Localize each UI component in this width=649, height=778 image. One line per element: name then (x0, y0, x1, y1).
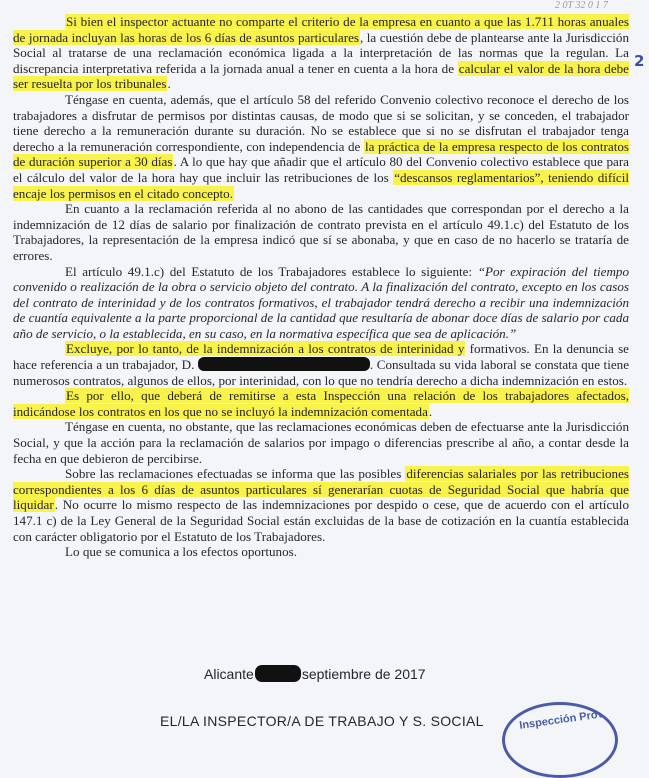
paragraph (13, 14, 629, 92)
date-city: Alicante (204, 666, 254, 682)
paragraph (13, 544, 629, 560)
document-body (13, 14, 629, 560)
paragraph-text: . (428, 403, 433, 419)
paragraph (13, 201, 629, 263)
handwritten-margin-mark: 2 (634, 52, 645, 70)
highlighted-text: diferencias salariales por las retribuciones correspondientes a los 6 días de asuntos particulares sí generarían cuotas de Seguridad Social que habría que liquidar (13, 466, 629, 513)
redaction-date (255, 665, 301, 682)
paragraph (13, 466, 629, 544)
paragraph-text: Lo que se comunica a los efectos oportunos. (65, 544, 297, 560)
paragraph (13, 264, 629, 342)
date-line (204, 665, 426, 682)
paragraph (13, 388, 629, 419)
top-scrap-text: 2 0T 32 0 1 7 (555, 0, 608, 11)
paragraph-text: . (167, 76, 171, 92)
official-stamp (502, 702, 618, 778)
highlighted-text: Excluye, por lo tanto, de la indemnización a los contratos de interinidad y (66, 341, 465, 357)
paragraph-text: Sobre las reclamaciones efectuadas se informa que las posibles (65, 466, 406, 482)
stamp-text: Inspección Prov (518, 708, 605, 732)
date-month-year: septiembre de 2017 (301, 666, 426, 682)
signature-title: EL/LA INSPECTOR/A DE TRABAJO Y S. SOCIAL (160, 713, 484, 729)
highlighted-text: la práctica de la empresa respecto de los contratos de duración superior a 30 días (13, 138, 629, 170)
paragraph-text: . No ocurre lo mismo respecto de las indemnizaciones por despido o cese, que de acuerdo con el artículo 147.1 c) de la Ley General de la Seguridad Social están excluidas de la base de cotización en la cuantía establecida con carácter obligatorio por el Estatuto de los Trabajadores. (13, 497, 629, 544)
paragraph-text: El artículo 49.1.c) del Estatuto de los Trabajadores establece lo siguiente: (65, 263, 478, 279)
highlighted-text: Es por ello, que deberá de remitirse a esta Inspección una relación de los trabajadores afectados, indicándose los contratos en los que no se incluyó la indemnización comentada (13, 388, 629, 419)
paragraph-text: . A lo que hay que añadir que el artículo 80 del Convenio colectivo establece que para el cálculo del valor de la hora hay que incluir las retribuciones de los (13, 154, 629, 185)
paragraph (13, 341, 629, 388)
paragraph (13, 92, 629, 201)
highlighted-text: calcular el valor de la hora debe ser resuelta por los tribunales (13, 60, 629, 92)
paragraph-text: Téngase en cuenta, no obstante, que las reclamaciones económicas deben de efectuarse ante la Jurisdicción Social, y que la acción para la reclamación de salarios por impago o diferencias prescribe al año, a contar desde la fecha en que debieron de percibirse. (13, 419, 629, 466)
paragraph-text: En cuanto a la reclamación referida al no abono de las cantidades que correspondan por el derecho a la indemnización de 12 días de salario por finalización de contrato prevista en el artículo 49.1.c) del Estatuto de los Trabajadores, la representación de la empresa indicó que sí se abonaba, y que en caso de no hacerlo se trataría de errores. (13, 201, 629, 263)
paragraph (13, 419, 629, 466)
redaction-name (198, 357, 370, 371)
paragraph-text: Téngase en cuenta, además, que el artículo 58 del referido Convenio colectivo reconoce el derecho de los trabajadores a disfrutar de permisos por distintas causas, de modo que si se solicitan, y se conceden, el trabajador tiene derecho a la remuneración durante su duración. No se establece que si no se disfrutan el trabajador tenga derecho a la remuneración correspondiente, con independencia de (13, 91, 629, 154)
paragraph-text: , la cuestión debe de plantearse ante la Jurisdicción Social al tratarse de una reclamación económica ligada a la interpretación de las normas que la regulan. La discrepancia interpretativa referida a la jornada anual a tener en cuenta a la hora de (13, 29, 629, 76)
paragraph-text: . Consultada su vida laboral se constata que tiene numerosos contratos, algunos de ellos, por interinidad, con lo que no tendría derecho a dicha indemnización en estos. (13, 357, 630, 388)
paragraph-text: formativos. En la denuncia se hace referencia a un trabajador, D. (13, 341, 629, 373)
paragraph-text: “Por expiración del tiempo convenido o realización de la obra o servicio objeto del contrato. A la finalización del contrato, excepto en los casos del contrato de interinidad y de los contratos formativos, el trabajador tendrá derecho a recibir una indemnización de cuantía equivalente a la parte proporcional de la cantidad que resultaría de abonar doce días de salario por cada año de servicio, o la establecida, en su caso, en la normativa específica que sea de aplicación.” (13, 263, 629, 341)
highlighted-text: Si bien el inspector actuante no comparte el criterio de la empresa en cuanto a que las 1.711 horas anuales de jornada incluyan las horas de los 6 días de asuntos particulares (13, 14, 629, 45)
highlighted-text: “descansos reglamentarios”, teniendo difícil encaje los permisos en el citado concepto. (13, 169, 629, 201)
